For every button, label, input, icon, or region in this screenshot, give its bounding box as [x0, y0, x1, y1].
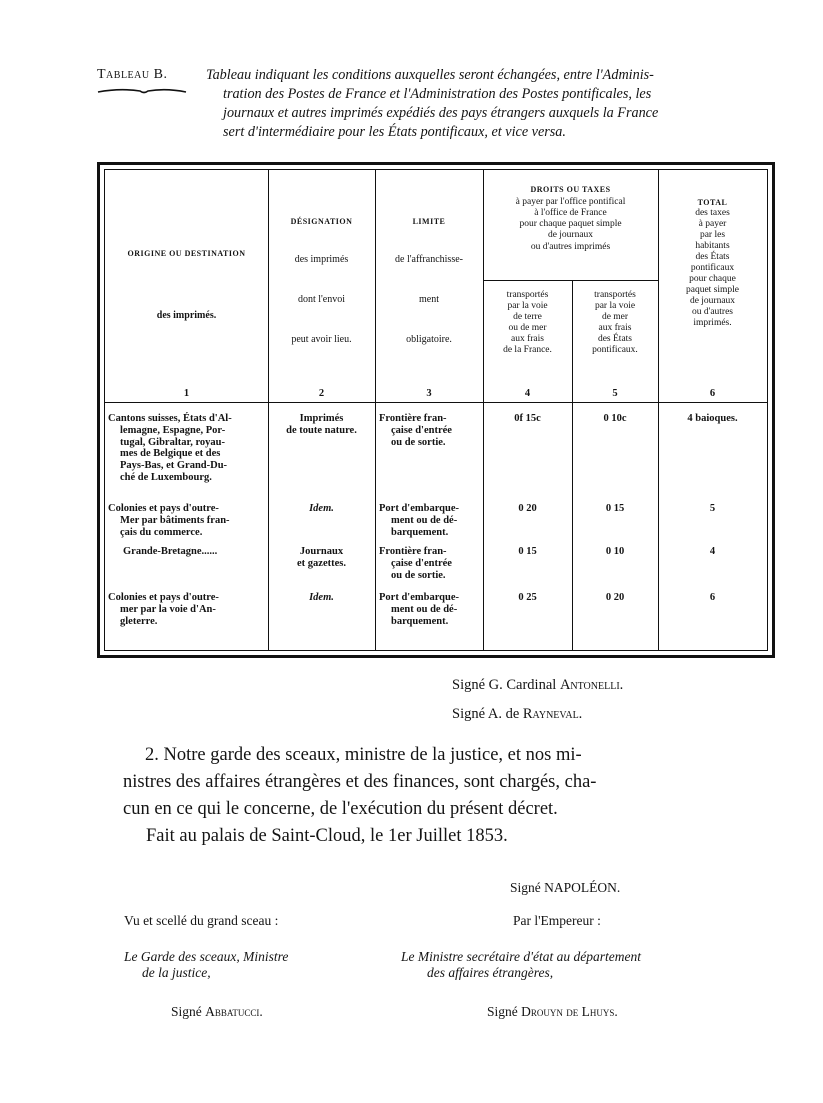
table-row: Colonies et pays d'outre- mer par la voie d'An- gleterre. — [108, 592, 219, 627]
table-row: Colonies et pays d'outre- Mer par bâtiments fran- çais du commerce. — [108, 503, 230, 538]
header-designation: DÉSIGNATION — [290, 217, 353, 226]
col-number: 2 — [318, 388, 325, 399]
table-row: Grande-Bretagne...... — [123, 546, 218, 557]
signature-drouyn: Signé Drouyn de Lhuys. — [487, 1004, 618, 1019]
header-tax-france: transportés par la voie de terre ou de mer aux frais de la France. — [503, 290, 552, 355]
header-origin-sub: des imprimés. — [156, 310, 217, 321]
col-number: 4 — [524, 388, 531, 399]
table-row: Cantons suisses, États d'Al- lemagne, Espagne, Por- tugal, Gibraltar, royau- mes de Belgique et des Pays-Bas, et Grand-Du- ché de Luxembourg. — [108, 413, 232, 483]
fait-au-palais: Fait au palais de Saint-Cloud, le 1er Juillet 1853. — [146, 826, 508, 846]
col-number: 6 — [709, 388, 716, 399]
header-limit: LIMITE — [412, 217, 446, 226]
garde-des-sceaux: Le Garde des sceaux, Ministre de la justice, — [124, 949, 289, 980]
signature-napoleon: Signé NAPOLÉON. — [510, 880, 621, 895]
col-number: 5 — [612, 388, 618, 399]
signature-abbatucci: Signé Abbatucci. — [171, 1004, 263, 1019]
header-tax-pontifical: transportés par la voie de mer aux frais des États pontificaux. — [592, 290, 638, 355]
header-origin: ORIGINE OU DESTINATION — [127, 249, 246, 258]
par-empereur: Par l'Empereur : — [513, 913, 601, 928]
signature-rayneval: Signé A. de Rayneval. — [452, 706, 583, 722]
table-caption: Tableau indiquant les conditions auxquelles seront échangées, entre l'Adminis- tration des Postes de France et l'Administration des Postes pontificales, les journaux et autres imprimés expédiés des pays étrangers auxquels la France sert d'intermédiaire pour les États pontificaux, et vice versa. — [206, 67, 659, 140]
swash-ornament-icon — [96, 87, 188, 95]
col-number: 3 — [426, 388, 432, 399]
tariff-table: ORIGINE OU DESTINATION des imprimés. DÉSIGNATION des imprimés dont l'envoi peut avoir lieu. LIMITE de l'affranchisse- ment obligatoire. DROITS OU TAXES à payer par l'office pontifical à l'office de France pour chaque paquet simple de journaux ou d'autres imprimés transportés par la voie de terre ou de mer aux frais de la France. transportés par la voie de mer aux frais des États pontificaux. TOTAL des taxes à payer par les habitants des États pontificaux pour chaque paquet simple de journaux ou d'autres imprimés. 1 2 3 4 5 6 Cantons suisses, États d'Al- lemagne, Espagne, Por- tugal, Gibraltar, royau- mes de Belgique et des Pays-Bas, et Grand-Du- ché de Luxembourg. Imprimés de toute nature. Frontière fran- çaise d'entrée ou de sortie. 0f 15c 0 10c 4 baioques. Colonies et pays d'outre- Mer par bâtiments fran- çais du commerce. Idem. Port d'embarque- ment ou de dé- barquement. 0 20 0 15 5 Grande-Bretagne...... Journaux et gazettes. Frontière fran- çaise d'entrée ou de sortie. 0 15 0 10 4 Colonies et pays d'outre- mer par la voie d'An- gleterre. Idem. Port d'embarque- ment ou de dé- barquement. 0 25 0 20 6 — [97, 162, 775, 658]
table-label: Tableau B. — [97, 67, 168, 82]
article-paragraph: 2. Notre garde des sceaux, ministre de la justice, et nos mi- nistres des affaires étrangères et des finances, sont chargés, cha- cun en ce qui le concerne, de l'exécution du présent décret. — [123, 745, 597, 819]
col-number: 1 — [183, 388, 190, 399]
header-total: TOTAL des taxes à payer par les habitants des États pontificaux pour chaque paquet simple de journaux ou d'autres imprimés. — [685, 198, 740, 328]
signature-antonelli: Signé G. Cardinal Antonelli. — [452, 677, 624, 693]
header-droits: DROITS OU TAXES — [530, 185, 611, 194]
vu-et-scelle: Vu et scellé du grand sceau : — [124, 913, 279, 928]
ministre-affaires-etrangeres: Le Ministre secrétaire d'état au département des affaires étrangères, — [401, 949, 641, 980]
